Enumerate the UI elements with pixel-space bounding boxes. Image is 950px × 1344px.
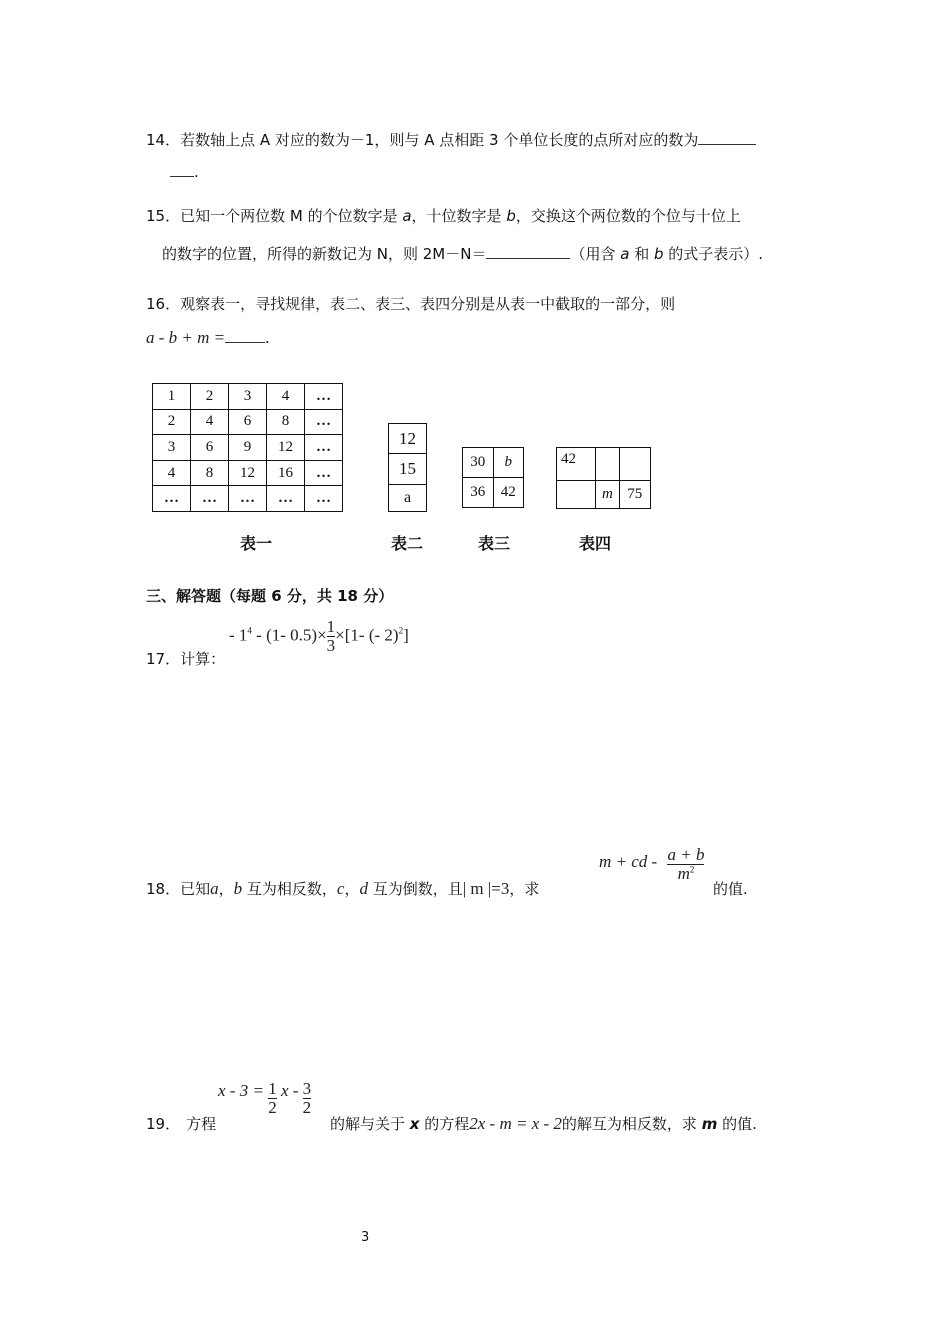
q15-var-b-2: b bbox=[654, 245, 664, 263]
table-three-caption: 表三 bbox=[478, 534, 511, 553]
table-one-cell: 3 bbox=[229, 384, 267, 410]
q14-blank-b bbox=[170, 162, 194, 177]
q18-text-a: 已知 bbox=[180, 880, 211, 898]
q18-var-a: a bbox=[210, 879, 219, 898]
q18-frac-den bbox=[667, 865, 704, 883]
q19-frac1-num: 1 bbox=[268, 1079, 277, 1098]
table-four-cell bbox=[619, 448, 650, 481]
q15-var-a-2: a bbox=[620, 245, 630, 263]
table-one-row bbox=[153, 409, 343, 435]
table-four-cell bbox=[557, 480, 596, 508]
table-four-cell: m bbox=[596, 480, 619, 508]
q16-expression bbox=[146, 328, 269, 348]
q15-text-g: 的式子表示）. bbox=[663, 245, 764, 263]
q16-line1 bbox=[146, 293, 675, 314]
q16-blank bbox=[225, 328, 265, 343]
table-one-cell: … bbox=[305, 409, 343, 435]
section-three-title: 三、解答题（每题 6 分，共 18 分） bbox=[146, 587, 394, 605]
q19-text-c: 的解互为相反数，求 bbox=[561, 1115, 702, 1133]
q15-text-f: 和 bbox=[629, 245, 654, 263]
table-one-row bbox=[153, 384, 343, 410]
q19-fraction-1 bbox=[268, 1080, 277, 1117]
q14-line2 bbox=[170, 162, 199, 181]
q18-end: 的值. bbox=[713, 880, 748, 898]
q17-exponent-4: 4 bbox=[247, 625, 252, 636]
q19-frac2-num: 3 bbox=[302, 1079, 312, 1098]
q17-label: 计算： bbox=[180, 650, 226, 668]
q14-text: 若数轴上点 A 对应的数为－1，则与 A 点相距 3 个单位长度的点所对应的数为 bbox=[180, 131, 699, 149]
table-three-cell: 36 bbox=[463, 478, 494, 508]
q18-line bbox=[146, 878, 539, 899]
table-one-row bbox=[153, 486, 343, 512]
q18-text-c: 互为倒数，且 bbox=[367, 880, 463, 898]
q19-frac2-den: 2 bbox=[302, 1097, 312, 1117]
table-one bbox=[152, 383, 343, 512]
table-one-cell: … bbox=[229, 486, 267, 512]
q18-expression bbox=[599, 846, 704, 883]
q19-text-b: 的方程 bbox=[419, 1115, 470, 1133]
q15-text-c: ，交换这个两位数的个位与十位上 bbox=[515, 207, 741, 225]
q18-fraction bbox=[667, 846, 704, 883]
table-one-row bbox=[153, 435, 343, 461]
table-two-cell: 15 bbox=[389, 454, 427, 484]
q19-var-x: x bbox=[409, 1115, 420, 1133]
table-one-cell: 2 bbox=[153, 409, 191, 435]
q19-text-d: 的值. bbox=[717, 1115, 757, 1133]
q18-expr-lead: m + cd - bbox=[599, 852, 658, 872]
q17-expr-b: - (1- 0.5)× bbox=[251, 625, 327, 645]
q14-blank-a bbox=[698, 130, 756, 145]
q15-line1 bbox=[146, 205, 741, 226]
table-one-cell: 4 bbox=[267, 384, 305, 410]
q18-number: 18． bbox=[146, 880, 181, 898]
table-three-cell: 30 bbox=[463, 448, 494, 478]
table-one-cell: … bbox=[267, 486, 305, 512]
q16-text: 观察表一，寻找规律，表二、表三、表四分别是从表一中截取的一部分，则 bbox=[180, 295, 676, 313]
q15-line2 bbox=[162, 243, 763, 264]
table-one-cell: … bbox=[305, 486, 343, 512]
q15-var-b: b bbox=[506, 207, 516, 225]
q17-number: 17． bbox=[146, 650, 181, 668]
q17-expression bbox=[229, 618, 409, 655]
table-one-cell: 9 bbox=[229, 435, 267, 461]
table-one-cell: … bbox=[305, 435, 343, 461]
table-three-cell: b bbox=[493, 448, 524, 478]
q17-exponent-2: 2 bbox=[398, 625, 404, 636]
q15-var-a: a bbox=[402, 207, 412, 225]
table-four-cell: 42 bbox=[557, 448, 596, 481]
table-one-cell: … bbox=[305, 384, 343, 410]
q15-blank bbox=[486, 244, 570, 259]
table-four-cell: 75 bbox=[619, 480, 650, 508]
q16-end: . bbox=[265, 328, 270, 347]
table-one-cell: 1 bbox=[153, 384, 191, 410]
table-two bbox=[388, 423, 427, 512]
table-one-cell: … bbox=[153, 486, 191, 512]
page-number: 3 bbox=[361, 1230, 370, 1245]
table-one-cell: 4 bbox=[191, 409, 229, 435]
table-one-cell: 8 bbox=[191, 460, 229, 486]
q15-text-a: 已知一个两位数 M 的个位数字是 bbox=[180, 207, 403, 225]
q18-frac-den-exp: 2 bbox=[689, 864, 695, 875]
table-three-cell: 42 bbox=[493, 478, 524, 508]
table-two-cell: 12 bbox=[389, 424, 427, 454]
table-four-cell bbox=[596, 448, 619, 481]
q15-text-d: 的数字的位置，所得的新数记为 N，则 2M－N＝ bbox=[162, 245, 487, 263]
q18-abs-m: | m |=3 bbox=[462, 879, 510, 898]
table-one-cell: … bbox=[305, 460, 343, 486]
q17-frac-den: 3 bbox=[326, 635, 336, 655]
q19-text-a: 的解与关于 bbox=[330, 1115, 410, 1133]
table-four-caption: 表四 bbox=[579, 534, 612, 553]
q17-expr-d: ] bbox=[403, 625, 409, 645]
q18-frac-num: a + b bbox=[667, 845, 705, 864]
q14-number: 14． bbox=[146, 131, 181, 149]
table-one-cell: … bbox=[191, 486, 229, 512]
table-one-cell: 16 bbox=[267, 460, 305, 486]
q19-eq-mid: x - bbox=[280, 1081, 299, 1101]
table-one-cell: 2 bbox=[191, 384, 229, 410]
q19-rest bbox=[330, 1113, 757, 1134]
table-two-cell: a bbox=[389, 484, 427, 511]
q19-equation-1 bbox=[218, 1080, 311, 1117]
q18-sep: ， bbox=[218, 880, 234, 898]
q14-end: . bbox=[194, 163, 199, 181]
q18-sep-2: ， bbox=[344, 880, 360, 898]
q19-frac1-den: 2 bbox=[268, 1097, 277, 1117]
table-one-cell: 12 bbox=[267, 435, 305, 461]
table-one-caption: 表一 bbox=[240, 534, 273, 553]
q19-var-m: m bbox=[701, 1115, 718, 1133]
q18-frac-den-m: m bbox=[677, 863, 690, 883]
q19-lead bbox=[146, 1113, 216, 1134]
table-one-cell: 4 bbox=[153, 460, 191, 486]
q17-expr-c: ×[1- (- 2) bbox=[335, 625, 399, 645]
q18-var-d: d bbox=[359, 879, 368, 898]
q15-text-e: （用含 bbox=[570, 245, 621, 263]
table-one-cell: 12 bbox=[229, 460, 267, 486]
q15-text-b: ，十位数字是 bbox=[411, 207, 507, 225]
table-two-caption: 表二 bbox=[391, 534, 424, 553]
table-one-cell: 3 bbox=[153, 435, 191, 461]
q18-var-c: c bbox=[336, 879, 345, 898]
table-one-cell: 8 bbox=[267, 409, 305, 435]
table-three bbox=[462, 447, 524, 508]
q18-text-b: 互为相反数， bbox=[242, 880, 337, 898]
q17-frac-num: 1 bbox=[326, 617, 336, 636]
table-one-row bbox=[153, 460, 343, 486]
table-one-cell: 6 bbox=[229, 409, 267, 435]
q19-fraction-2 bbox=[303, 1080, 312, 1117]
q17-fraction bbox=[327, 618, 336, 655]
q16-number: 16． bbox=[146, 295, 181, 313]
q19-equation-2: 2x - m = x - 2 bbox=[469, 1114, 562, 1133]
q18-var-b: b bbox=[233, 879, 243, 898]
q17-expr-a: - 1 bbox=[229, 625, 248, 645]
q19-label: 方程 bbox=[186, 1115, 217, 1133]
q15-number: 15． bbox=[146, 207, 181, 225]
q14-line1 bbox=[146, 129, 756, 150]
q17-line bbox=[146, 648, 225, 669]
q19-number: 19． bbox=[146, 1115, 181, 1133]
q19-eq-lead: x - 3 = bbox=[218, 1081, 264, 1101]
table-four bbox=[556, 447, 651, 509]
q16-expr: a - b + m = bbox=[146, 328, 226, 347]
table-one-cell: 6 bbox=[191, 435, 229, 461]
q18-text-d: ，求 bbox=[509, 880, 540, 898]
